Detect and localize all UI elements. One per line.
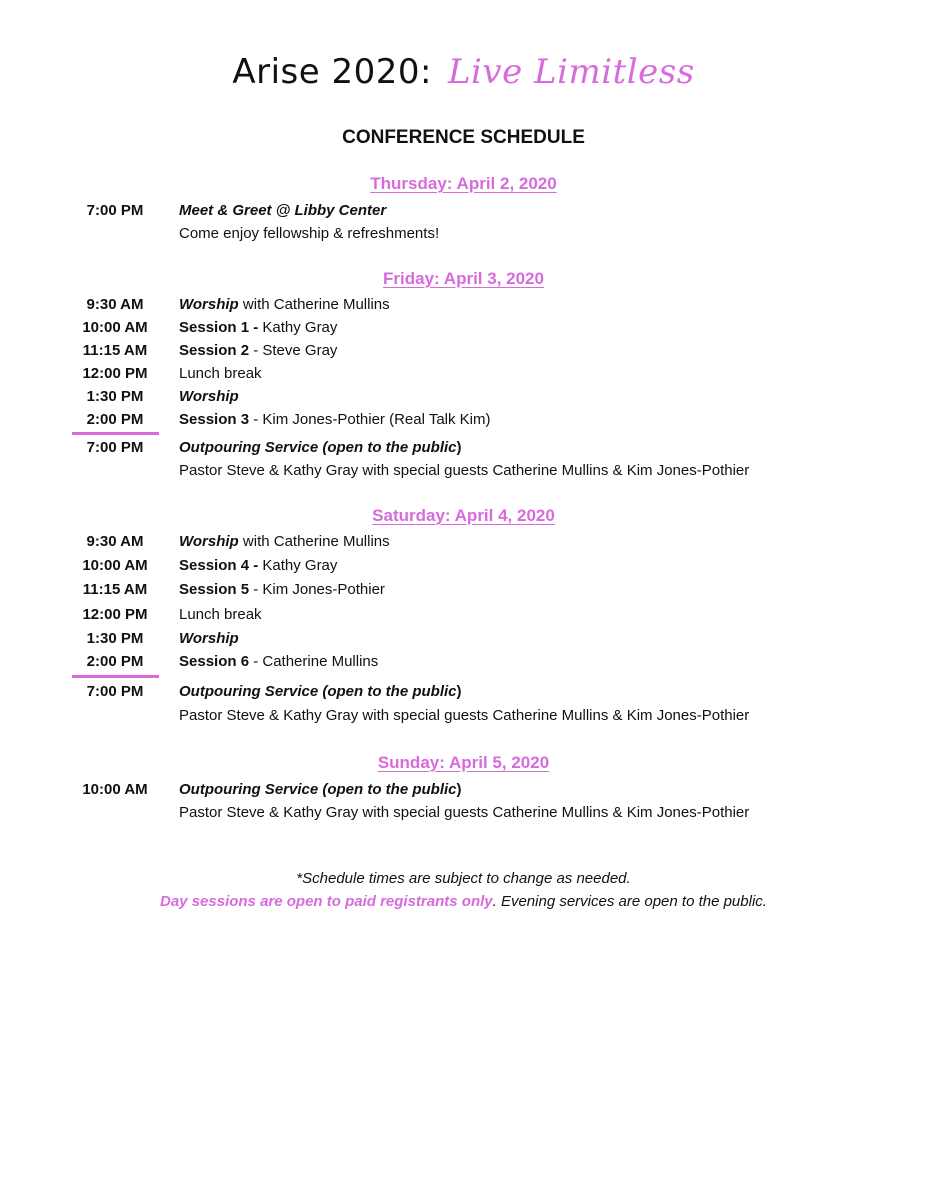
row-detail: Lunch break bbox=[179, 365, 262, 382]
row-title: Outpouring Service (open to the public bbox=[179, 439, 457, 456]
row-title: Outpouring Service (open to the public bbox=[179, 683, 457, 700]
row-time: 10:00 AM bbox=[82, 319, 148, 336]
footnote-rest: . Evening services are open to the public. bbox=[492, 893, 767, 910]
row-detail: ) bbox=[456, 439, 462, 456]
row-time: 11:15 AM bbox=[82, 342, 148, 359]
row-time: 1:30 PM bbox=[86, 630, 144, 647]
row-title: Session 3 bbox=[179, 411, 250, 428]
row-time: 9:30 AM bbox=[86, 533, 144, 550]
schedule-row bbox=[0, 200, 927, 222]
schedule-row bbox=[0, 317, 927, 339]
footnote-schedule-change: *Schedule times are subject to change as needed. bbox=[296, 870, 631, 887]
row-detail-line: Pastor Steve & Kathy Gray with special guests Catherine Mullins & Kim Jones-Pothier bbox=[179, 804, 750, 821]
footnote-accent: Day sessions are open to paid registrants only bbox=[160, 893, 493, 910]
row-desc bbox=[179, 437, 462, 459]
row-desc bbox=[179, 317, 337, 339]
row-title: Session 5 bbox=[179, 581, 250, 598]
row-desc bbox=[179, 294, 390, 316]
schedule-subtitle: CONFERENCE SCHEDULE bbox=[342, 127, 585, 148]
row-detail: ) bbox=[456, 781, 462, 798]
section-divider bbox=[72, 675, 159, 678]
row-title: Session 4 - bbox=[179, 557, 259, 574]
row-detail: - Steve Gray bbox=[249, 342, 338, 359]
row-time: 10:00 AM bbox=[82, 781, 148, 798]
schedule-row bbox=[0, 681, 927, 703]
row-title: Worship bbox=[179, 296, 239, 313]
footnote-access bbox=[0, 893, 927, 910]
schedule-row-detail bbox=[0, 802, 927, 824]
schedule-row bbox=[0, 386, 927, 408]
title-main: Arise 2020: bbox=[232, 52, 432, 92]
row-desc bbox=[179, 651, 378, 673]
row-title: Worship bbox=[179, 388, 239, 405]
row-detail-line: Pastor Steve & Kathy Gray with special guests Catherine Mullins & Kim Jones-Pothier bbox=[179, 462, 750, 479]
row-time: 10:00 AM bbox=[82, 557, 148, 574]
row-detail: with Catherine Mullins bbox=[238, 296, 390, 313]
row-desc bbox=[179, 555, 337, 577]
row-detail-line: Come enjoy fellowship & refreshments! bbox=[179, 225, 440, 242]
row-detail: Kathy Gray bbox=[258, 557, 338, 574]
row-detail-line: Pastor Steve & Kathy Gray with special guests Catherine Mullins & Kim Jones-Pothier bbox=[179, 707, 750, 724]
row-title: Meet & Greet @ Libby Center bbox=[179, 202, 387, 219]
row-time: 12:00 PM bbox=[82, 365, 148, 382]
row-detail: Kathy Gray bbox=[258, 319, 338, 336]
schedule-row bbox=[0, 651, 927, 673]
schedule-row bbox=[0, 363, 927, 385]
row-time: 1:30 PM bbox=[86, 388, 144, 405]
day-heading-thursday: Thursday: April 2, 2020 bbox=[370, 174, 557, 193]
row-time: 7:00 PM bbox=[86, 439, 144, 456]
row-desc bbox=[179, 340, 337, 362]
row-desc bbox=[179, 681, 462, 703]
day-heading-friday: Friday: April 3, 2020 bbox=[383, 269, 544, 288]
row-desc bbox=[179, 531, 390, 553]
schedule-row bbox=[0, 604, 927, 626]
schedule-row bbox=[0, 579, 927, 601]
row-time: 7:00 PM bbox=[86, 683, 144, 700]
schedule-row bbox=[0, 531, 927, 553]
row-desc bbox=[179, 200, 386, 222]
row-title: Outpouring Service (open to the public bbox=[179, 781, 457, 798]
row-time: 9:30 AM bbox=[86, 296, 144, 313]
page-title bbox=[0, 52, 927, 92]
schedule-row bbox=[0, 294, 927, 316]
row-title: Worship bbox=[179, 533, 239, 550]
schedule-row bbox=[0, 555, 927, 577]
day-heading-saturday: Saturday: April 4, 2020 bbox=[372, 506, 555, 525]
row-title: Session 6 bbox=[179, 653, 250, 670]
row-detail: - Kim Jones-Pothier (Real Talk Kim) bbox=[249, 411, 491, 428]
schedule-row-detail bbox=[0, 460, 927, 482]
section-divider bbox=[72, 432, 159, 435]
row-title: Session 1 - bbox=[179, 319, 259, 336]
row-detail: - Catherine Mullins bbox=[249, 653, 379, 670]
row-detail: with Catherine Mullins bbox=[238, 533, 390, 550]
row-desc bbox=[179, 779, 462, 801]
schedule-row bbox=[0, 340, 927, 362]
row-time: 2:00 PM bbox=[86, 411, 144, 428]
schedule-row bbox=[0, 409, 927, 431]
row-desc bbox=[179, 409, 491, 431]
row-desc bbox=[179, 579, 385, 601]
row-detail: - Kim Jones-Pothier bbox=[249, 581, 385, 598]
row-desc bbox=[179, 628, 239, 650]
schedule-row bbox=[0, 779, 927, 801]
row-time: 11:15 AM bbox=[82, 581, 148, 598]
row-title: Session 2 bbox=[179, 342, 250, 359]
schedule-row bbox=[0, 437, 927, 459]
row-detail: ) bbox=[456, 683, 462, 700]
schedule-row-detail bbox=[0, 705, 927, 727]
row-title: Worship bbox=[179, 630, 239, 647]
row-detail: Lunch break bbox=[179, 606, 262, 623]
row-time: 2:00 PM bbox=[86, 653, 144, 670]
row-desc bbox=[179, 386, 239, 408]
schedule-row-detail bbox=[0, 223, 927, 245]
row-time: 12:00 PM bbox=[82, 606, 148, 623]
title-accent: Live Limitless bbox=[447, 52, 695, 92]
row-time: 7:00 PM bbox=[86, 202, 144, 219]
day-heading-sunday: Sunday: April 5, 2020 bbox=[377, 753, 550, 772]
schedule-row bbox=[0, 628, 927, 650]
